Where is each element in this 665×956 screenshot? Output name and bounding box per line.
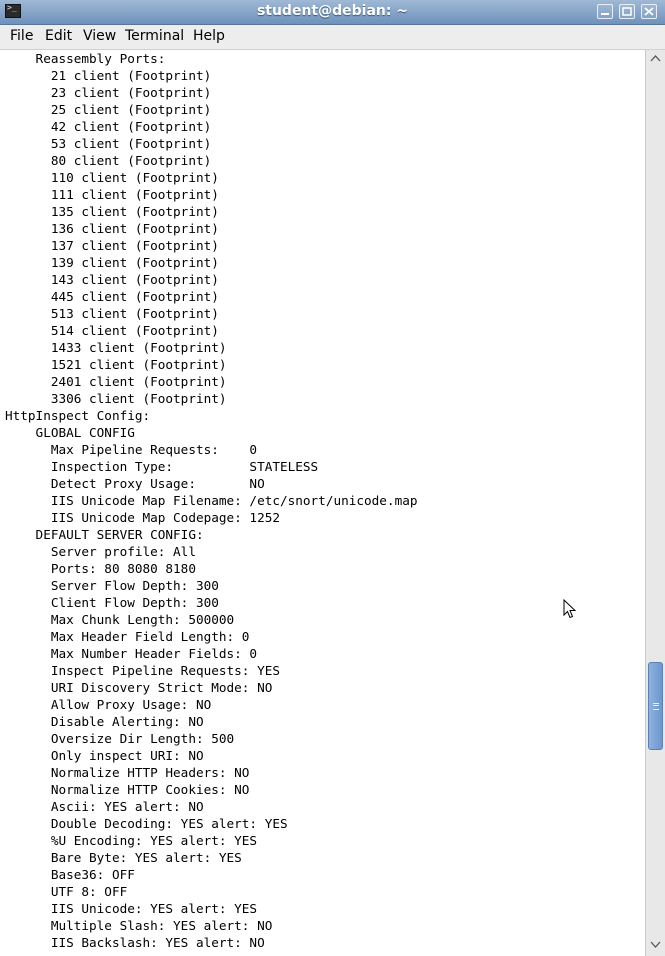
terminal-line: 25 client (Footprint)	[5, 102, 212, 117]
terminal-line: UTF 8: OFF	[5, 884, 128, 899]
close-button[interactable]	[641, 4, 657, 19]
terminal-line: Max Header Field Length: 0	[5, 629, 250, 644]
terminal-line: 21 client (Footprint)	[5, 68, 212, 83]
window-titlebar[interactable]	[0, 0, 665, 25]
terminal-line: 42 client (Footprint)	[5, 119, 212, 134]
terminal-line: Disable Alerting: NO	[5, 714, 204, 729]
terminal-line: 513 client (Footprint)	[5, 306, 219, 321]
terminal-line: 137 client (Footprint)	[5, 238, 219, 253]
menu-file[interactable]: File	[10, 28, 34, 44]
scroll-up-arrow-icon[interactable]	[648, 52, 663, 65]
terminal-line: Max Number Header Fields: 0	[5, 646, 258, 661]
terminal-line: %U Encoding: YES alert: YES	[5, 833, 258, 848]
terminal-line: 139 client (Footprint)	[5, 255, 219, 270]
terminal-line: 136 client (Footprint)	[5, 221, 219, 236]
menu-bar	[0, 25, 665, 50]
terminal-line: 1521 client (Footprint)	[5, 357, 227, 372]
terminal-line: GLOBAL CONFIG	[5, 425, 135, 440]
terminal-line: Client Flow Depth: 300	[5, 595, 219, 610]
terminal-line: Server profile: All	[5, 544, 196, 559]
terminal-line: Normalize HTTP Headers: NO	[5, 765, 250, 780]
terminal-line: Detect Proxy Usage: NO	[5, 476, 265, 491]
vertical-scrollbar[interactable]	[645, 50, 665, 956]
window-title: student@debian: ~	[256, 3, 409, 19]
terminal-line: Max Pipeline Requests: 0	[5, 442, 258, 457]
menu-terminal[interactable]: Terminal	[125, 28, 185, 44]
terminal-line: Bare Byte: YES alert: YES	[5, 850, 242, 865]
terminal-line: 1433 client (Footprint)	[5, 340, 227, 355]
terminal-line: Multiple Slash: YES alert: NO	[5, 918, 273, 933]
terminal-line: IIS Unicode: YES alert: YES	[5, 901, 258, 916]
terminal-line: HttpInspect Config:	[5, 408, 151, 423]
terminal-line: Allow Proxy Usage: NO	[5, 697, 212, 712]
terminal-line: Inspection Type: STATELESS	[5, 459, 319, 474]
terminal-line: 111 client (Footprint)	[5, 187, 219, 202]
terminal-line: Inspect Pipeline Requests: YES	[5, 663, 280, 678]
mouse-pointer-icon	[563, 599, 577, 620]
terminal-line: 23 client (Footprint)	[5, 85, 212, 100]
minimize-button[interactable]	[597, 4, 613, 19]
maximize-icon	[622, 7, 632, 16]
terminal-line: IIS Unicode Map Codepage: 1252	[5, 510, 280, 525]
terminal-line: URI Discovery Strict Mode: NO	[5, 680, 273, 695]
menu-help[interactable]: Help	[193, 28, 225, 44]
close-icon	[644, 7, 654, 16]
scrollbar-thumb[interactable]	[648, 662, 663, 750]
terminal-line: Only inspect URI: NO	[5, 748, 204, 763]
scrollbar-grip-icon	[653, 703, 659, 710]
scroll-down-arrow-icon[interactable]	[648, 938, 663, 951]
terminal-output[interactable]	[0, 50, 645, 956]
minimize-icon	[600, 7, 610, 16]
terminal-line: Server Flow Depth: 300	[5, 578, 219, 593]
terminal-line: 2401 client (Footprint)	[5, 374, 227, 389]
terminal-line: IIS Unicode Map Filename: /etc/snort/unicode.map	[5, 493, 418, 508]
terminal-line: 143 client (Footprint)	[5, 272, 219, 287]
terminal-line: 110 client (Footprint)	[5, 170, 219, 185]
terminal-line: 514 client (Footprint)	[5, 323, 219, 338]
terminal-line: 3306 client (Footprint)	[5, 391, 227, 406]
terminal-line: Oversize Dir Length: 500	[5, 731, 235, 746]
terminal-line: IIS Backslash: YES alert: NO	[5, 935, 265, 950]
terminal-line: 53 client (Footprint)	[5, 136, 212, 151]
terminal-line: Max Chunk Length: 500000	[5, 612, 235, 627]
terminal-line: Ports: 80 8080 8180	[5, 561, 196, 576]
maximize-button[interactable]	[619, 4, 635, 19]
terminal-line: Normalize HTTP Cookies: NO	[5, 782, 250, 797]
terminal-line: Base36: OFF	[5, 867, 135, 882]
terminal-line: 135 client (Footprint)	[5, 204, 219, 219]
terminal-line: Reassembly Ports:	[5, 51, 166, 66]
menu-view[interactable]: View	[83, 28, 117, 44]
terminal-line: Ascii: YES alert: NO	[5, 799, 204, 814]
terminal-line: 445 client (Footprint)	[5, 289, 219, 304]
terminal-line: 80 client (Footprint)	[5, 153, 212, 168]
terminal-line: Double Decoding: YES alert: YES	[5, 816, 288, 831]
terminal-line: DEFAULT SERVER CONFIG:	[5, 527, 204, 542]
menu-edit[interactable]: Edit	[45, 28, 73, 44]
